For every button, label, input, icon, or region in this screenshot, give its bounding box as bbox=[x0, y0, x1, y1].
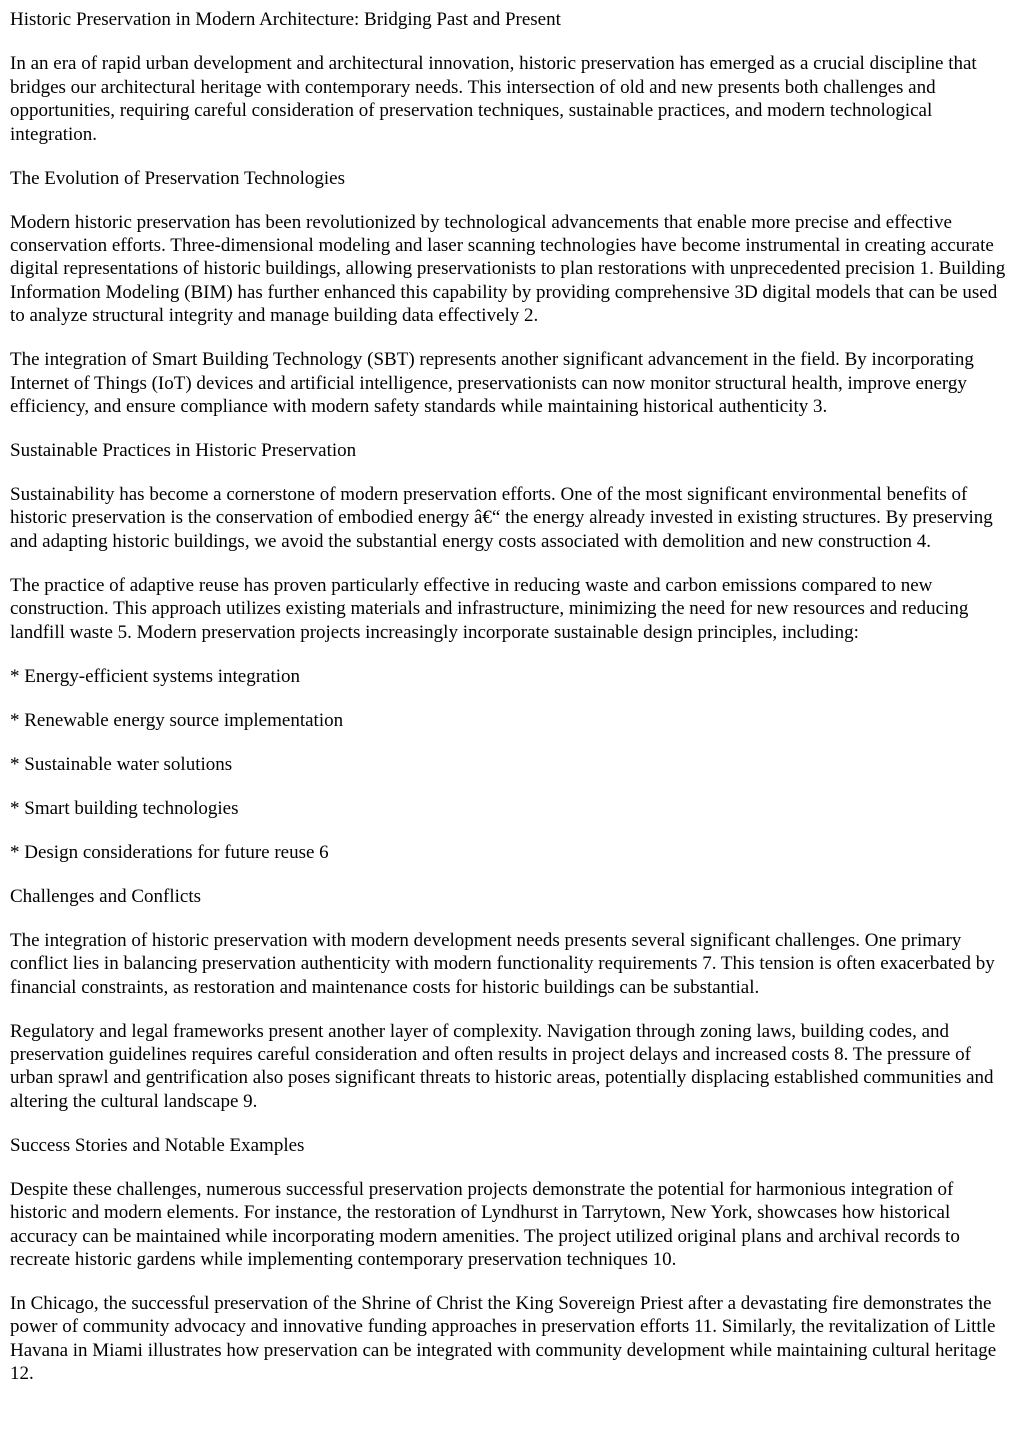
list-item: * Design considerations for future reuse 6 bbox=[10, 841, 329, 863]
paragraph: In Chicago, the successful preservation of the Shrine of Christ the King Sovereign Priest after a devastating fire demonstrates the power of community advocacy and innovative funding approaches in preservation efforts 11. Similarly, the revitalization of Little Havana in Miami illustrates how preservation can be integrated with community development while maintaining cultural heritage 12. bbox=[10, 1292, 997, 1385]
section-heading-technologies: The Evolution of Preservation Technologies bbox=[10, 167, 345, 189]
list-item: * Sustainable water solutions bbox=[10, 753, 233, 775]
paragraph: Modern historic preservation has been revolutionized by technological advancements that enable more precise and effective conservation efforts. Three-dimensional modeling and laser scanning technologies have become instrumental in creating accurate digital representations of historic buildings, allowing preservationists to plan restorations with unprecedented precision 1. Building Information Modeling (BIM) has further enhanced this capability by providing comprehensive 3D digital models that can be used to analyze structural integrity and manage building data effectively 2. bbox=[10, 211, 1006, 327]
paragraph: The practice of adaptive reuse has proven particularly effective in reducing waste and carbon emissions compared to new construction. This approach utilizes existing materials and infrastructure, minimizing the need for new resources and reducing landfill waste 5. Modern preservation projects increasingly incorporate sustainable design principles, including: bbox=[10, 574, 969, 643]
paragraph: Despite these challenges, numerous successful preservation projects demonstrate the potential for harmonious integration of historic and modern elements. For instance, the restoration of Lyndhurst in Tarrytown, New York, showcases how historical accuracy can be maintained while incorporating modern amenities. The project utilized original plans and archival records to recreate historic gardens while implementing contemporary preservation techniques 10. bbox=[10, 1178, 960, 1270]
section-heading-challenges: Challenges and Conflicts bbox=[10, 885, 202, 907]
paragraph: The integration of historic preservation with modern development needs presents several significant challenges. One primary conflict lies in balancing preservation authenticity with modern functionality requirements 7. This tension is often exacerbated by financial constraints, as restoration and maintenance costs for historic buildings can be substantial. bbox=[10, 929, 995, 998]
paragraph: Sustainability has become a cornerstone of modern preservation efforts. One of the most significant environmental benefits of historic preservation is the conservation of embodied energy â€“ the energy already invested in existing structures. By preserving and adapting historic buildings, we avoid the substantial energy costs associated with demolition and new construction 4. bbox=[10, 484, 993, 552]
list-item: * Smart building technologies bbox=[10, 797, 239, 819]
intro-paragraph: In an era of rapid urban development and architectural innovation, historic preservation has emerged as a crucial discipline that bridges our architectural heritage with contemporary needs. This intersection of old and new presents both challenges and opportunities, requiring careful consideration of preservation techniques, sustainable practices, and modern technological integration. bbox=[10, 53, 977, 145]
article-title: Historic Preservation in Modern Architecture: Bridging Past and Present bbox=[10, 9, 561, 30]
list-item: * Renewable energy source implementation bbox=[10, 709, 344, 731]
paragraph: The integration of Smart Building Technology (SBT) represents another significant advancement in the field. By incorporating Internet of Things (IoT) devices and artificial intelligence, preservationists can now monitor structural health, improve energy efficiency, and ensure compliance with modern safety standards while maintaining historical authenticity 3. bbox=[10, 349, 974, 418]
section-heading-success: Success Stories and Notable Examples bbox=[10, 1134, 305, 1156]
section-heading-sustainable: Sustainable Practices in Historic Preservation bbox=[10, 440, 357, 462]
paragraph: Regulatory and legal frameworks present another layer of complexity. Navigation through zoning laws, building codes, and preservation guidelines requires careful consideration and often results in project delays and increased costs 8. The pressure of urban sprawl and gentrification also poses significant threats to historic areas, potentially displacing established communities and altering the cultural landscape 9. bbox=[10, 1020, 994, 1112]
document-body bbox=[10, 8, 1014, 1386]
list-item: * Energy-efficient systems integration bbox=[10, 665, 301, 687]
